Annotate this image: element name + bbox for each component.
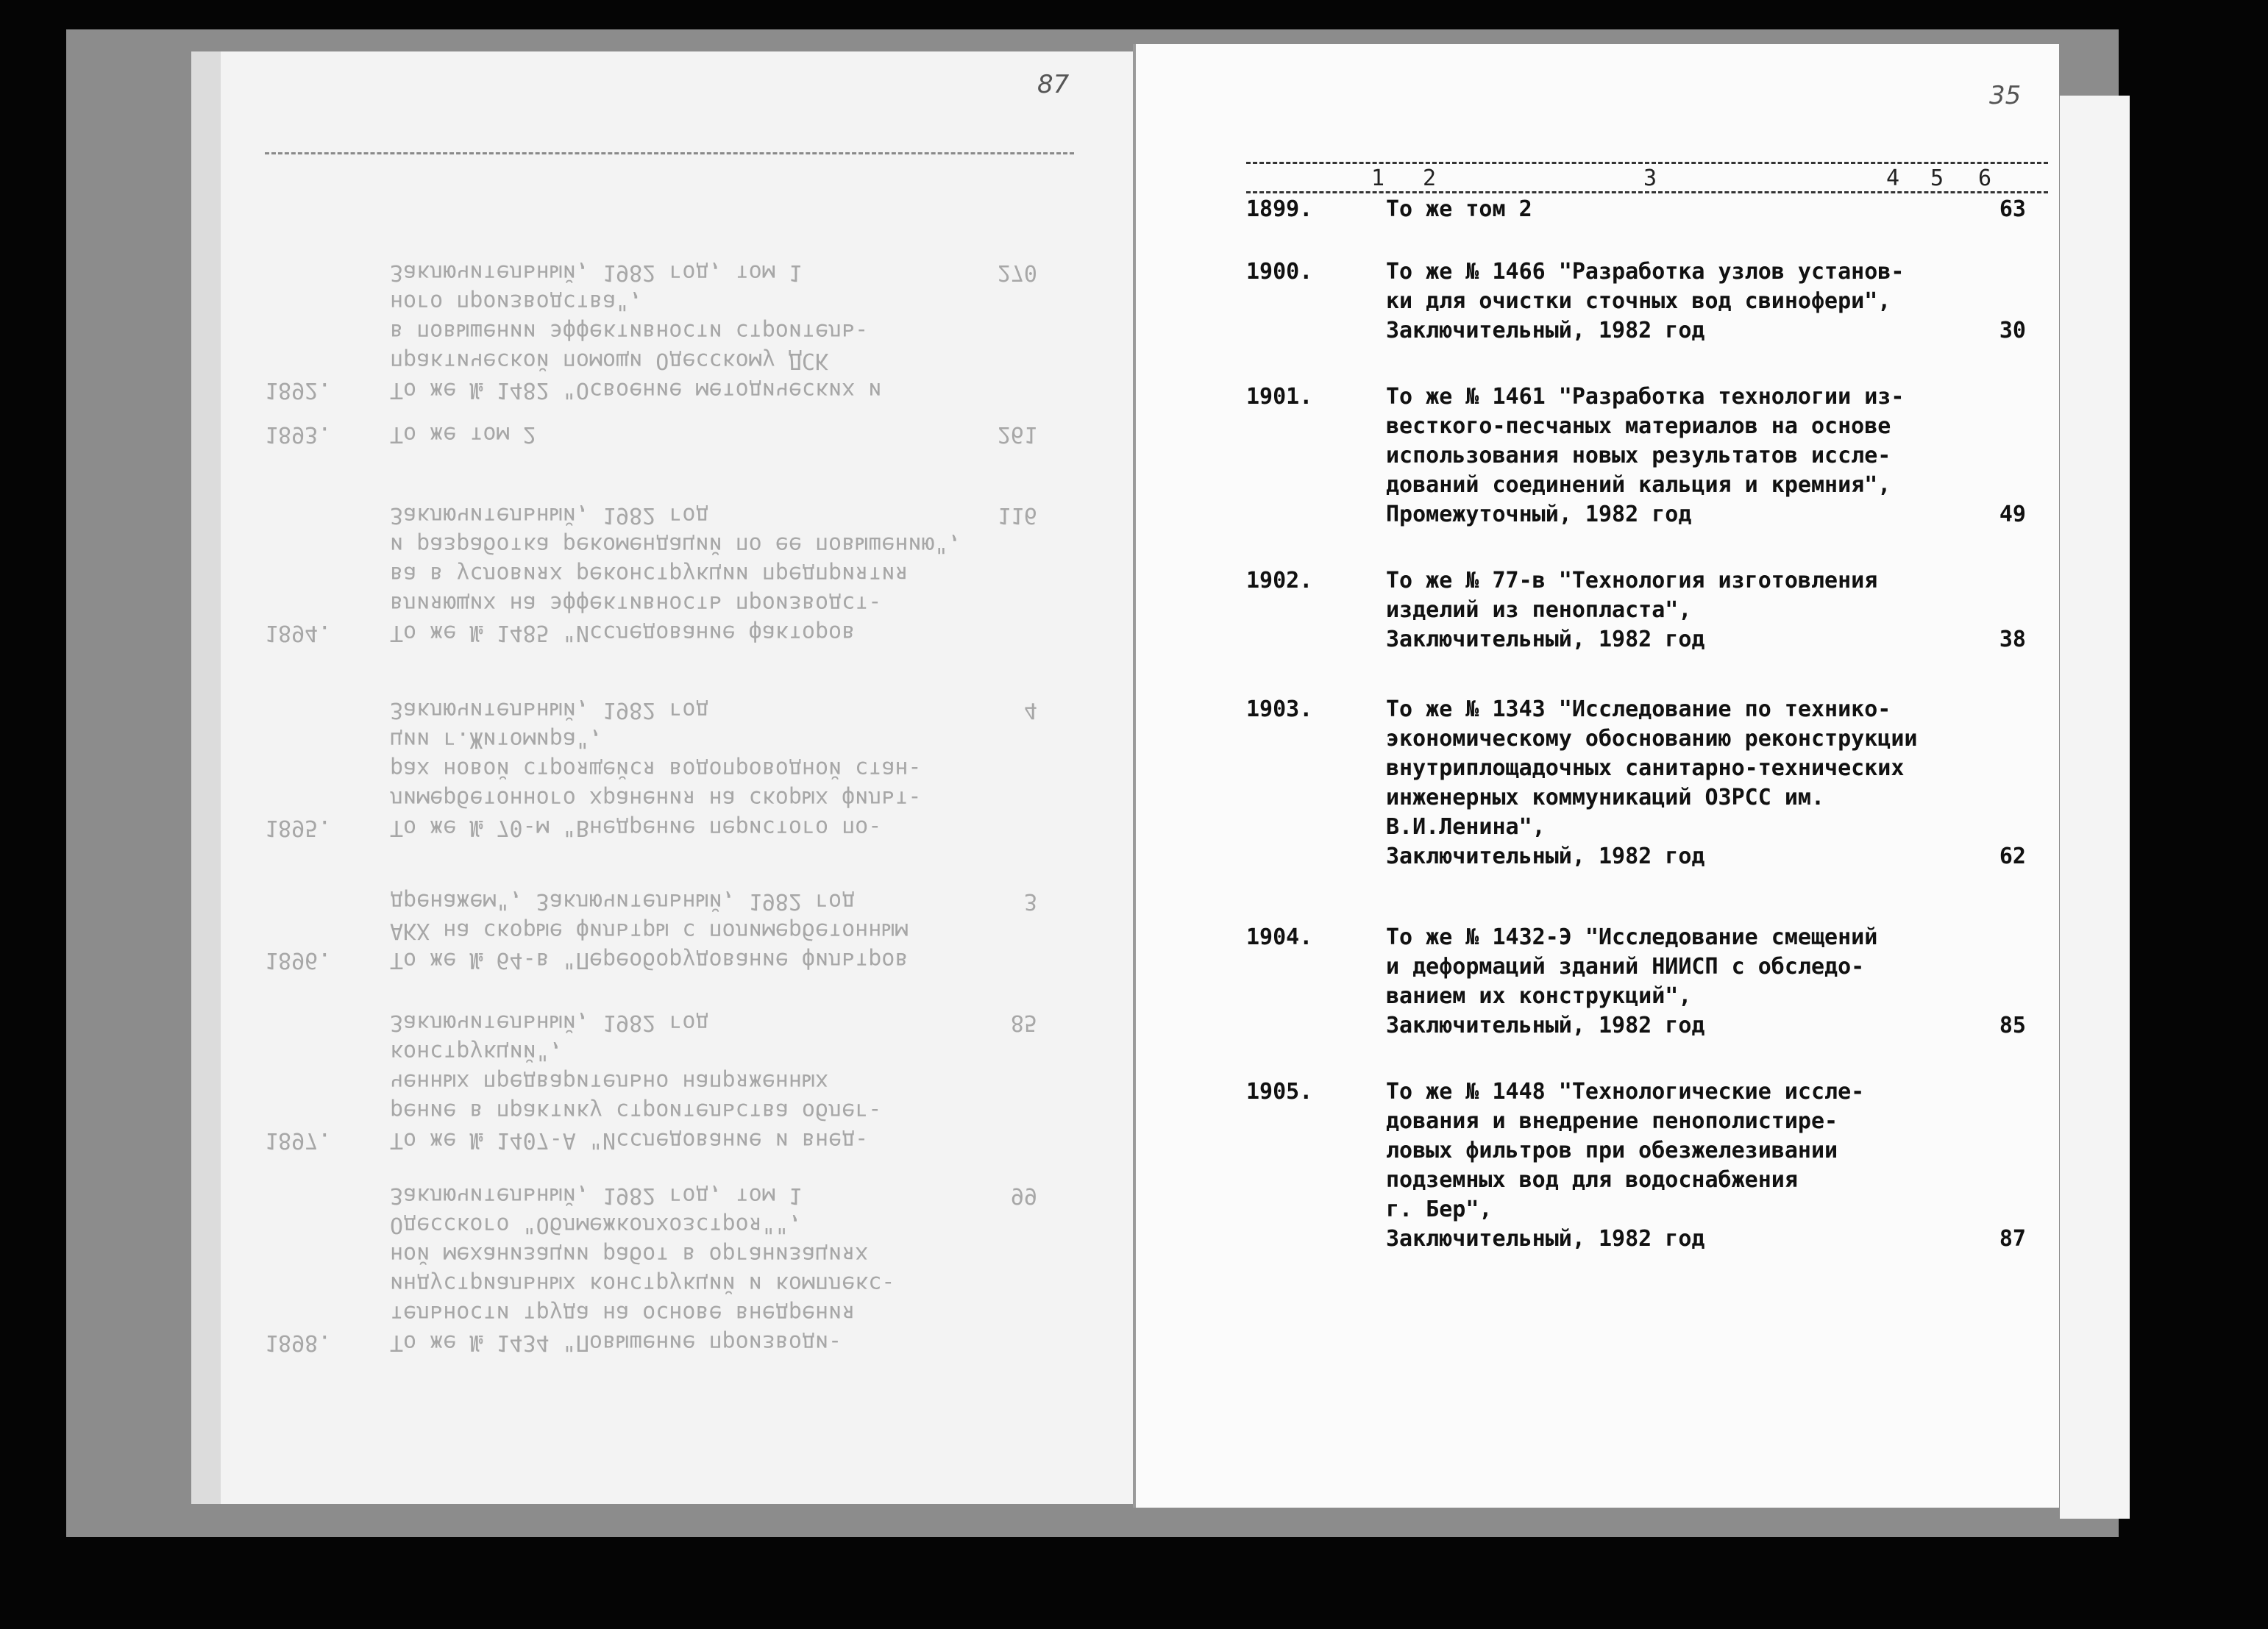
entry-text-line: Заключительный, 1982 год, том 1 — [390, 1183, 802, 1208]
header-col-6: 6 — [1978, 165, 1995, 191]
entry-page-count: 4 — [1023, 697, 1037, 723]
entry-number: 1897. — [265, 1127, 332, 1153]
left-page — [221, 51, 1133, 1504]
entry-text-line: Заключительный, 1982 год — [1386, 627, 1705, 652]
entry-text-line: То же № 1432-Э "Исследование смещений — [1386, 924, 1878, 950]
entry-text-line: То же № 1482 "Освоение методических и — [390, 377, 882, 403]
entry-text-line: ции г.Житомира", — [390, 727, 602, 752]
entry-text-line: ной механизации работ в организациях — [390, 1241, 869, 1267]
entry-number: 1903. — [1246, 696, 1313, 722]
entry-text-line: тельности труда на основе внедрения — [390, 1300, 856, 1326]
entry-text-line: Заключительный, 1982 год — [1386, 844, 1705, 869]
entry-text-line: инженерных коммуникаций ОЗРСС им. — [1386, 785, 1825, 810]
header-col-4: 4 — [1886, 165, 1903, 191]
entry-text-line: внутриплощадочных санитарно-технических — [1386, 755, 1905, 781]
entry-text-line: Заключительный, 1982 год — [390, 697, 709, 723]
entry-text-line: То же № 70-м "Внедрение перистого по- — [390, 815, 882, 841]
entry-text-line: ного производства", — [390, 289, 643, 315]
entry-text-line: ченных предварительно напряженных — [390, 1069, 829, 1094]
entry-page-count: 261 — [997, 421, 1037, 447]
entry-number: 1894. — [265, 620, 332, 646]
entry-page-count: 38 — [1999, 627, 2026, 652]
entry-text-line: экономическому обоснованию реконструкции — [1386, 726, 1918, 752]
entry-page-count: 30 — [1999, 318, 2026, 343]
entry-number: 1900. — [1246, 259, 1313, 285]
entry-number: 1899. — [1246, 196, 1313, 222]
entry-text-line: ва в условиях реконструкции предприятия — [390, 561, 909, 587]
entry-text-line: То же том 2 — [390, 421, 536, 447]
entry-text-line: дований соединений кальция и кремния", — [1386, 472, 1891, 498]
entry-text-line: Заключительный, 1982 год — [1386, 318, 1705, 343]
entry-text-line: индустриальных конструкций и комплекс- — [390, 1271, 895, 1297]
header-rule-top — [1246, 162, 2048, 164]
entry-text-line: То же № 64-в "Переоборудование фильтров — [390, 947, 909, 973]
header-rule-bottom — [1246, 191, 2048, 193]
entry-page-count: 99 — [1010, 1183, 1037, 1208]
entry-number: 1904. — [1246, 924, 1313, 950]
entry-page-count: 87 — [1999, 1226, 2026, 1252]
entry-text-line: Заключительный, 1982 год — [1386, 1226, 1705, 1252]
entry-text-line: подземных вод для водоснабжения — [1386, 1167, 1798, 1193]
entry-text-line: Одесского "Облмежколхозстроя"", — [390, 1212, 802, 1238]
entry-text-line: Заключительный, 1982 год, том 1 — [390, 260, 802, 285]
entry-text-line: практической помощи Одесскому ДСК — [390, 348, 829, 374]
entry-text-line: То же том 2 — [1386, 196, 1532, 222]
entry-page-count: 270 — [997, 260, 1037, 285]
entry-text-line: То же № 1343 "Исследование по технико- — [1386, 696, 1891, 722]
entry-text-line: г. Бер", — [1386, 1197, 1493, 1222]
entry-page-count: 116 — [997, 502, 1037, 528]
entry-text-line: рах новой строящейся водопроводной стан- — [390, 756, 922, 782]
entry-text-line: и деформаций зданий НИИСП с обследо- — [1386, 954, 1865, 980]
entry-text-line: То же № 1448 "Технологические иссле- — [1386, 1079, 1865, 1105]
entry-page-count: 62 — [1999, 844, 2026, 869]
entry-text-line: изделий из пенопласта", — [1386, 597, 1692, 623]
entry-number: 1895. — [265, 815, 332, 841]
entry-text-line: В.И.Ленина", — [1386, 814, 1546, 840]
right-page — [1133, 44, 2059, 1508]
entry-text-line: АКХ на скорые фильтры с полимербетонным — [390, 918, 909, 944]
page-stack-edge — [2060, 96, 2130, 1519]
entry-page-count: 85 — [1010, 1010, 1037, 1035]
entry-text-line: ки для очистки сточных вод свинофери", — [1386, 288, 1891, 314]
entry-text-line: То же № 1434 "Повышение производи- — [390, 1330, 842, 1355]
entry-page-count: 63 — [1999, 196, 2026, 222]
entry-number: 1896. — [265, 947, 332, 973]
entry-text-line: Заключительный, 1982 год — [390, 1010, 709, 1035]
entry-number: 1905. — [1246, 1079, 1313, 1105]
entry-number: 1901. — [1246, 384, 1313, 410]
entry-text-line: То же № 1461 "Разработка технологии из- — [1386, 384, 1905, 410]
entry-text-line: рение в практику строительства облег- — [390, 1098, 882, 1124]
entry-text-line: Заключительный, 1982 год — [390, 502, 709, 528]
entry-text-line: Заключительный, 1982 год — [1386, 1013, 1705, 1038]
entry-number: 1892. — [265, 377, 332, 403]
entry-text-line: использования новых результатов иссле- — [1386, 443, 1891, 468]
left-page-bleed-through — [221, 51, 1133, 1504]
entry-text-line: То же № 1407-А "Исследование и внед- — [390, 1127, 869, 1153]
entry-text-line: ловых фильтров при обезжелезивании — [1386, 1138, 1838, 1163]
header-col-5: 5 — [1930, 165, 1947, 191]
entry-text-line: То же № 1485 "Исследование факторов — [390, 620, 856, 646]
header-col-3: 3 — [1643, 165, 1660, 191]
entry-text-line: дования и внедрение пенополистире- — [1386, 1108, 1838, 1134]
entry-page-count: 85 — [1999, 1013, 2026, 1038]
entry-text-line: лимербетонного хранения на скорых фильт- — [390, 785, 922, 811]
entry-number: 1902. — [1246, 568, 1313, 594]
entry-text-line: конструкций", — [390, 1039, 563, 1065]
entry-text-line: То же № 77-в "Технология изготовления — [1386, 568, 1878, 594]
header-col-1: 1 — [1371, 165, 1388, 191]
entry-page-count: 3 — [1023, 888, 1037, 914]
entry-text-line: весткого-песчаных материалов на основе — [1386, 413, 1891, 439]
left-header-rule — [265, 152, 1074, 154]
entry-text-line: Промежуточный, 1982 год — [1386, 502, 1692, 527]
entry-number: 1893. — [265, 421, 332, 447]
left-corner-mark: 87 — [1037, 70, 1070, 99]
header-col-2: 2 — [1423, 165, 1440, 191]
entry-number: 1898. — [265, 1330, 332, 1355]
entry-text-line: в повышении эффективности строитель- — [390, 318, 869, 344]
entry-page-count: 49 — [1999, 502, 2026, 527]
entry-text-line: дренажем", Заключительный, 1982 год — [390, 888, 856, 914]
entry-text-line: ванием их конструкций", — [1386, 983, 1692, 1009]
entry-text-line: и разработка рекомендаций по ее повышению", — [390, 532, 961, 557]
entry-text-line: влияющих на эффективность производст- — [390, 591, 882, 616]
entry-text-line: То же № 1466 "Разработка узлов установ- — [1386, 259, 1905, 285]
right-corner-mark: 35 — [1989, 81, 2022, 110]
